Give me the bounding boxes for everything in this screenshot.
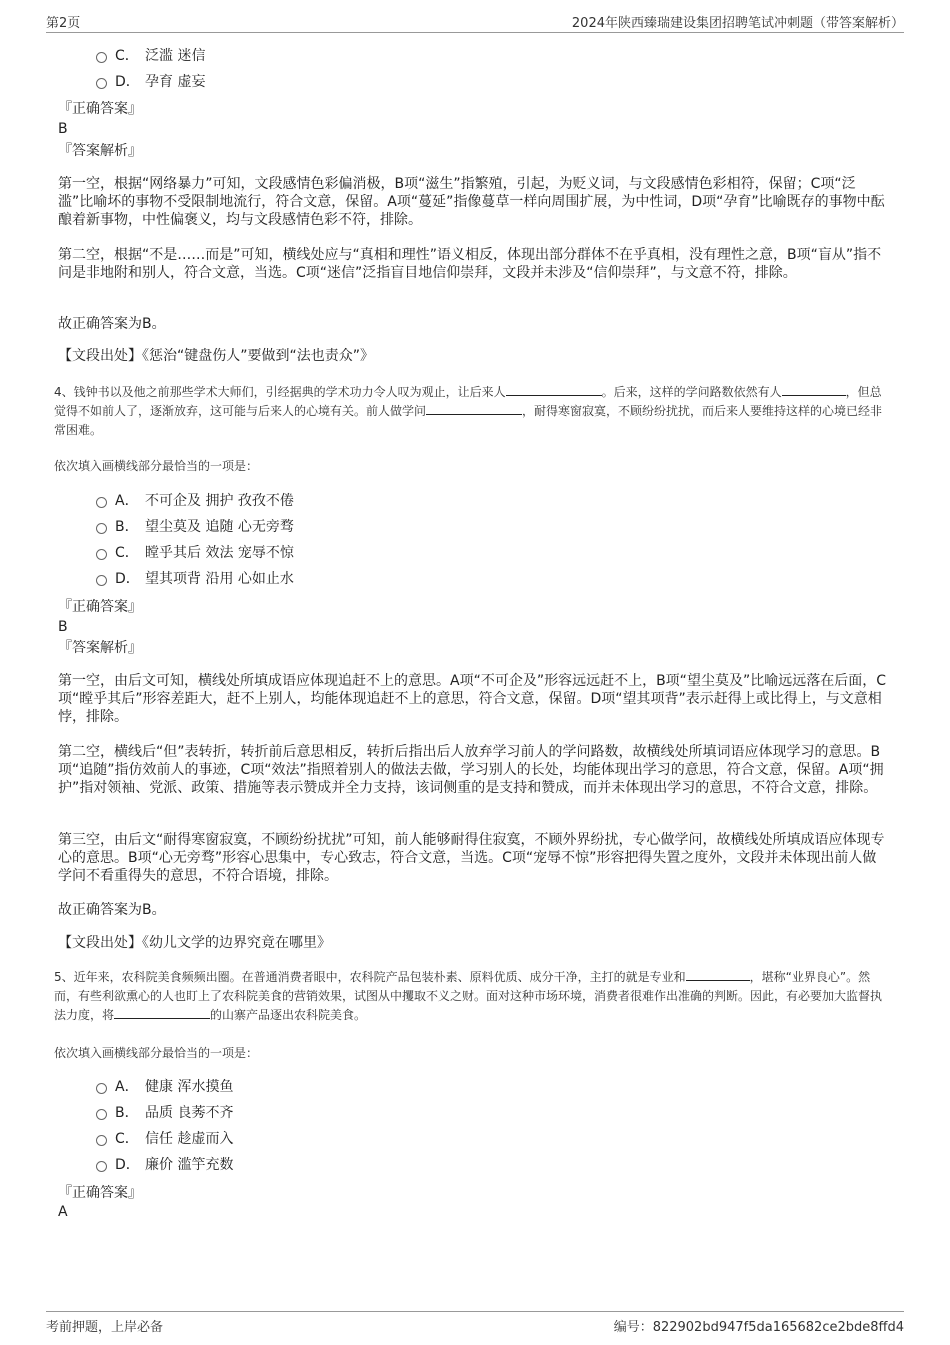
fill-blank: [782, 383, 846, 396]
radio-icon[interactable]: [96, 549, 107, 560]
option-d[interactable]: D． 望其项背 沿用 心如止水: [96, 569, 294, 589]
option-d[interactable]: D． 廉价 滥竽充数: [96, 1155, 233, 1175]
fill-blank: [686, 968, 750, 981]
question-prompt: 依次填入画横线部分最恰当的一项是：: [54, 459, 259, 473]
radio-icon[interactable]: [96, 1109, 107, 1120]
option-c[interactable]: C． 信任 趁虚而入: [96, 1129, 233, 1149]
source-citation: 【文段出处】《幼儿文学的边界究竟在哪里》: [58, 935, 331, 951]
page-header: [46, 12, 904, 33]
fill-blank: [114, 1006, 210, 1019]
answer-value: B: [58, 619, 68, 635]
analysis-paragraph: 第二空，横线后“但”表转折，转折前后意思相反，转折后指出后人放弃学习前人的学问路数，故横线处所填词语应体现学习的意思。B项“追随”指仿效前人的事迹，C项“效法”指照着别人的做法去做，学习别人的长处，均能体现出学习的意思，符合文意，保留。A项“拥护”指对领袖、党派、政策、措施等表示赞成并全力支持，该词侧重的是支持和赞成，而并未体现出学习的意思，不符合文意，排除。: [58, 744, 884, 796]
radio-icon[interactable]: [96, 523, 107, 534]
answer-label: 『正确答案』: [58, 1185, 142, 1201]
question-prompt: 依次填入画横线部分最恰当的一项是：: [54, 1046, 259, 1060]
analysis-label: 『答案解析』: [58, 143, 142, 159]
option-d[interactable]: D． 孕育 虚妄: [96, 72, 205, 92]
radio-icon[interactable]: [96, 52, 107, 63]
radio-icon[interactable]: [96, 1161, 107, 1172]
option-a[interactable]: A． 健康 浑水摸鱼: [96, 1077, 233, 1097]
option-b[interactable]: B． 望尘莫及 追随 心无旁骛: [96, 517, 294, 537]
analysis-label: 『答案解析』: [58, 640, 142, 656]
fill-blank: [506, 383, 602, 396]
page-number: 第2页: [46, 16, 81, 31]
fill-blank: [426, 402, 522, 415]
analysis-paragraph: 第二空，根据“不是……而是”可知，横线处应与“真相和理性”语义相反，体现出部分群体不在乎真相，没有理性之意，B项“盲从”指不问是非地附和别人，符合文意，当选。C项“迷信”泛指盲目地信仰崇拜，文段并未涉及“信仰崇拜”，与文意不符，排除。: [58, 247, 882, 281]
radio-icon[interactable]: [96, 575, 107, 586]
option-c[interactable]: C． 瞠乎其后 效法 宠辱不惊: [96, 543, 294, 563]
radio-icon[interactable]: [96, 1135, 107, 1146]
answer-value: B: [58, 121, 68, 137]
source-citation: 【文段出处】《惩治“键盘伤人”要做到“法也责众”》: [58, 348, 375, 364]
analysis-paragraph: 第一空，由后文可知，横线处所填成语应体现追赶不上的意思。A项“不可企及”形容远远赶不上，B项“望尘莫及”比喻远远落在后面，C项“瞠乎其后”形容差距大，赶不上别人，均能体现追赶不上的意思，符合文意，保留。D项“望其项背”表示赶得上或比得上，与文意相悖，排除。: [58, 673, 886, 725]
analysis-paragraph: 第三空，由后文“耐得寒窗寂寞，不顾纷纷扰扰”可知，前人能够耐得住寂寞，不顾外界纷扰，专心做学问，故横线处所填成语应体现专心的意思。B项“心无旁骛”形容心思集中，专心致志，符合文意，当选。C项“宠辱不惊”形容把得失置之度外，文段并未体现出前人做学问不看重得失的意思，不符合语境，排除。: [58, 832, 885, 884]
analysis-conclusion: 故正确答案为B。: [58, 316, 166, 332]
answer-value: A: [58, 1204, 68, 1220]
question-5-text: 5、近年来，农科院美食频频出圈。在普通消费者眼中，农科院产品包装朴素、原料优质、成分干净，主打的就是专业和 ，堪称“业界良心”。然而，有些利欲熏心的人也盯上了农科院美食的营销效果，试图从中攫取不义之财。面对这种市场环境，消费者很难作出准确的判断。因此，有必要加大监督执法力度，将 的山寨产品逐出农科院美食。: [54, 970, 883, 1022]
answer-label: 『正确答案』: [58, 101, 142, 117]
question-4-text: 4、钱钟书以及他之前那些学术大师们，引经据典的学术功力令人叹为观止，让后来人 。后来，这样的学问路数依然有人 ，但总觉得不如前人了，逐渐放弃，这可能与后来人的心境有关。前人做学问 ，耐得寒窗寂寞，不顾纷纷扰扰，而后来人要维持这样的心境已经非常困难。: [54, 385, 883, 437]
analysis-paragraph: 第一空，根据“网络暴力”可知，文段感情色彩偏消极，B项“滋生”指繁殖，引起，为贬义词，与文段感情色彩相符，保留；C项“泛滥”比喻坏的事物不受限制地流行，符合文意，保留。A项“蔓延”指像蔓草一样向周围扩展，为中性词，D项“孕育”比喻既存的事物中酝酿着新事物，中性偏褒义，均与文段感情色彩不符，排除。: [58, 176, 885, 228]
document-id: 编号：822902bd947f5da165682ce2bde8ffd4: [613, 1320, 904, 1335]
radio-icon[interactable]: [96, 1083, 107, 1094]
option-c[interactable]: C． 泛滥 迷信: [96, 46, 205, 66]
analysis-conclusion: 故正确答案为B。: [58, 902, 166, 918]
radio-icon[interactable]: [96, 78, 107, 89]
answer-label: 『正确答案』: [58, 599, 142, 615]
option-b[interactable]: B． 品质 良莠不齐: [96, 1103, 233, 1123]
page-footer: [46, 1311, 904, 1337]
footer-slogan: 考前押题，上岸必备: [46, 1320, 164, 1335]
document-title: 2024年陕西臻瑞建设集团招聘笔试冲刺题（带答案解析）: [571, 16, 904, 31]
radio-icon[interactable]: [96, 497, 107, 508]
option-a[interactable]: A． 不可企及 拥护 孜孜不倦: [96, 491, 294, 511]
